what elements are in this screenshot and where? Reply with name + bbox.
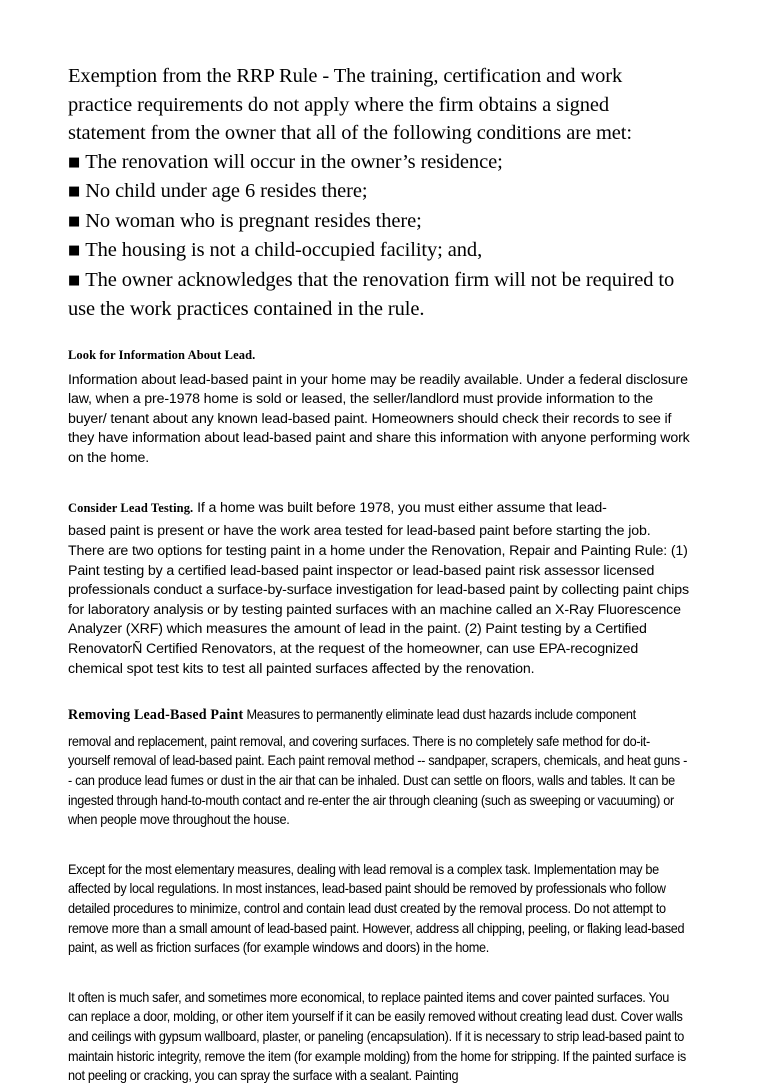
list-item-label: No woman who is pregnant resides there; [85,209,422,232]
section-removing-lead-based-paint [68,705,690,1086]
section-paragraph-3: It often is much safer, and sometimes more economical, to replace painted items and cover painted surfaces. You can replace a door, molding, or other item yourself if it can be easily removed without creating lead dust. Cover walls and ceilings with gypsum wallboard, plaster, or paneling (encapsulation). If it is necessary to strip lead-based paint to maintain historic integrity, remove the item (for example molding) from the home for stripping. If the painted surface is not peeling or cracking, you can spray the surface with a sealant. Painting [68,989,686,1084]
square-bullet-icon: ■ [68,213,81,229]
section-paragraph-2: Except for the most elementary measures, dealing with lead removal is a complex task. Implementation may be affected by local regulations. In most instances, lead-based paint should be removed by professionals who follow detailed procedures to minimize, control and contain lead dust created by the removal process. Do not attempt to remove more than a small amount of lead-based paint. However, address all chipping, peeling, or flaking lead-based paint, as well as friction surfaces (for example windows and doors) in the home. [68,861,685,956]
section-paragraph-1: removal and replacement, paint removal, and covering surfaces. There is no completely safe method for do-it-yourself removal of lead-based paint. Each paint removal method -- sandpaper, scrapers, chemicals, and heat guns -- can produce lead fumes or dust in the air that can be inhaled. Dust can settle on floors, walls and tables. It can be ingested through hand-to-mouth contact and re-enter the air through cleaning (such as sweeping or vacuuming) or when people move throughout the house. [68,733,688,828]
list-item [68,177,690,207]
section-look-for-information-about-lead [68,346,690,469]
exemption-intro-block [68,62,690,324]
square-bullet-icon: ■ [68,184,81,199]
section-consider-lead-testing [68,494,690,679]
section-first-line-text: If a home was built before 1978, you must either assume that lead- [197,500,607,517]
list-item [68,236,690,266]
exemption-conditions-list [68,148,690,324]
list-item [68,266,690,324]
square-bullet-icon: ■ [68,243,81,258]
section-heading-line [68,494,690,522]
square-bullet-icon: ■ [68,272,81,288]
list-item-label: No child under age 6 resides there; [85,180,368,202]
section-body: Information about lead-based paint in your home may be readily available. Under a federal disclosure law, when a pre-1978 home is sold or leased, the seller/landlord must provide information to the buyer/ tenant about any known lead-based paint. Homeowners should check their records to see if they have information about lead-based paint and share this information with anyone performing work on the home. [68,371,690,466]
exemption-paragraph: Exemption from the RRP Rule - The training, certification and work practice requirements do not apply where the firm obtains a signed statement from the owner that all of the following conditions are met: [68,65,632,144]
section-heading-line [68,705,690,726]
section-body: based paint is present or have the work area tested for lead-based paint before starting the job. There are two options for testing paint in a home under the Renovation, Repair and Painting Rule: (1) Paint testing by a certified lead-based paint inspector or lead-based paint risk assessor licensed professionals conduct a surface-by-surface investigation for lead-based paint by collecting paint chips for laboratory analysis or by testing painted surfaces with an machine called an X-Ray Fluorescence Analyzer (XRF) which measures the amount of lead in the paint. (2) Paint testing by a Certified RenovatorÑ Certified Renovators, at the request of the homeowner, can use EPA-recognized chemical spot test kits to test all painted surfaces affected by the renovation. [68,523,689,677]
list-item-label: The housing is not a child-occupied facility; and, [85,239,483,261]
list-item [68,207,690,237]
square-bullet-icon: ■ [68,154,81,170]
document-content [68,62,690,1086]
section-heading: Consider Lead Testing. [68,501,194,516]
section-heading: Look for Information About Lead. [68,347,256,362]
section-heading-wrapper [68,346,690,364]
list-item [68,148,690,178]
list-item-label: The renovation will occur in the owner’s residence; [85,150,503,173]
list-item-label: The owner acknowledges that the renovation firm will not be required to use the work practices contained in the rule. [68,268,675,320]
section-heading: Removing Lead-Based Paint [68,707,244,724]
section-first-line-text: Measures to permanently eliminate lead dust hazards include component [246,707,636,723]
